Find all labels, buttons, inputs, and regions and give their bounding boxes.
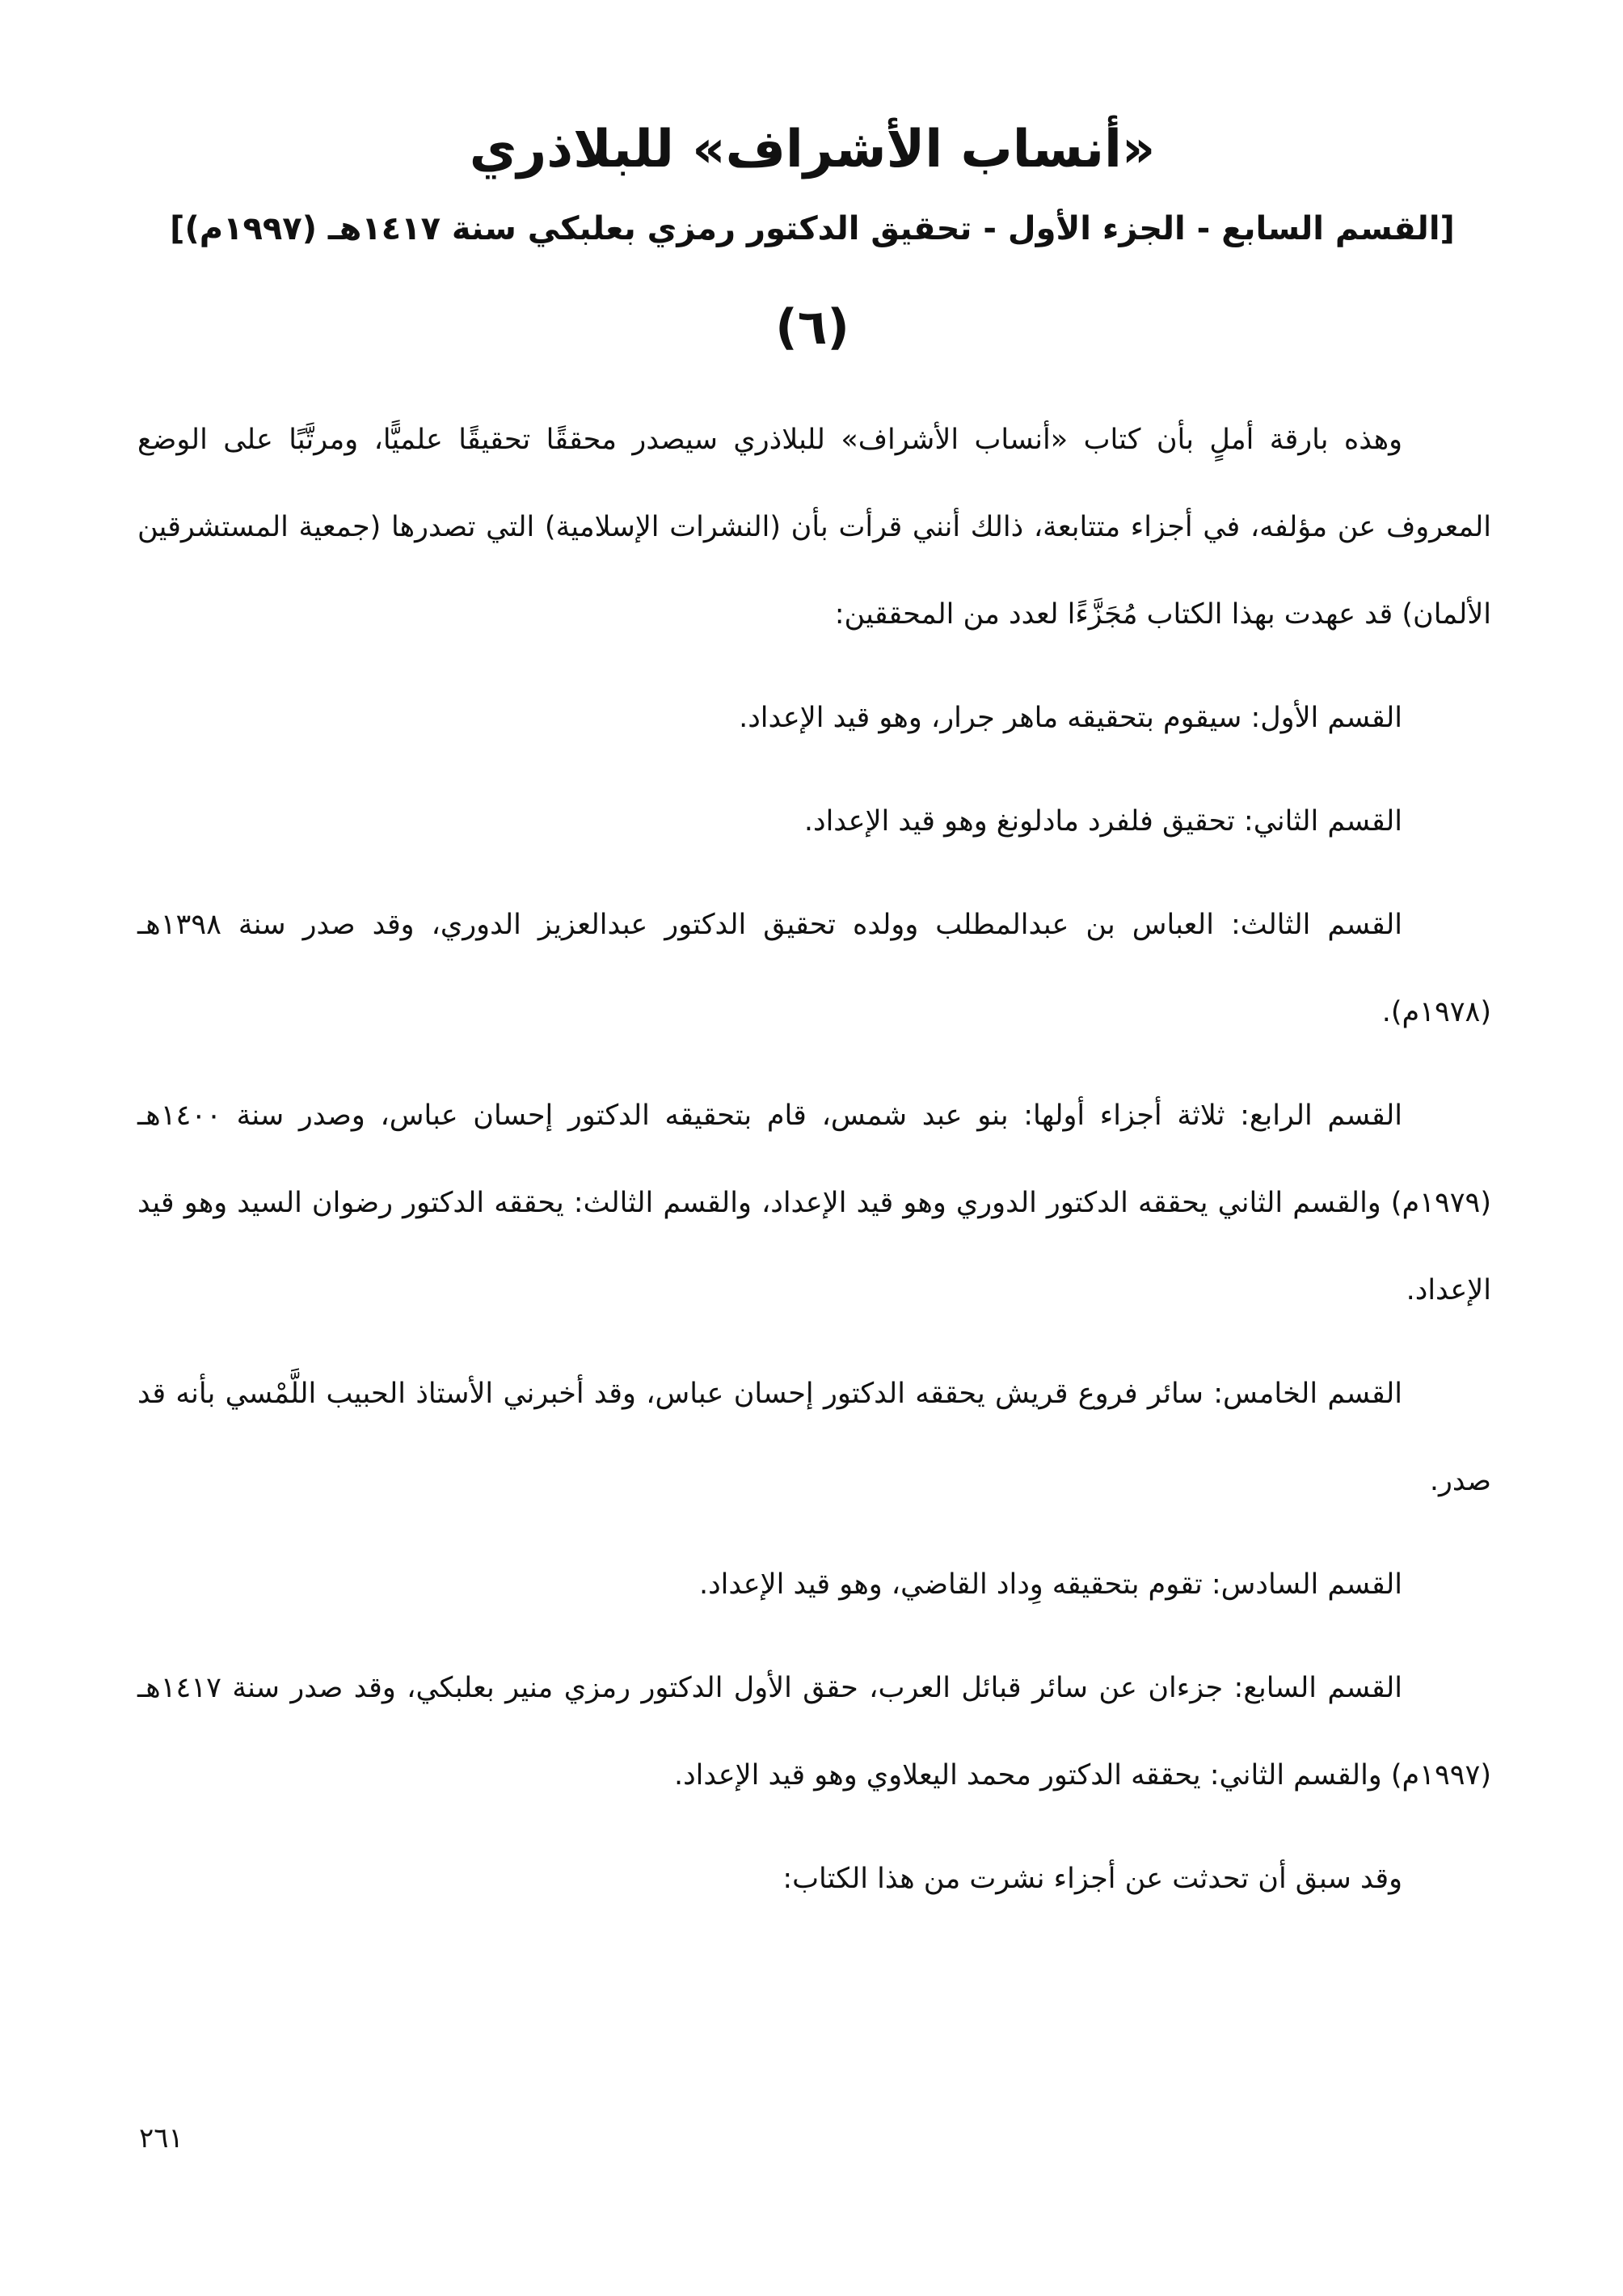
paragraph-part-4: القسم الرابع: ثلاثة أجزاء أولها: بنو عبد شمس، قام بتحقيقه الدكتور إحسان عباس، وصدر سنة ١٤٠٠هـ (١٩٧٩م) والقسم الثاني يحققه الدكتور الدوري وهو قيد الإعداد، والقسم الثالث: يحققه الدكتور رضوان السيد وهو قيد الإعداد.: [137, 1099, 1491, 1306]
closing-paragraph: وقد سبق أن تحدثت عن أجزاء نشرت من هذا الكتاب:: [782, 1863, 1402, 1895]
intro-paragraph: وهذه بارقة أملٍ بأن كتاب «أنساب الأشراف» للبلاذري سيصدر محققًا تحقيقًا علميًّا، ومرتَّبًا على الوضع المعروف عن مؤلفه، في أجزاء متتابعة، ذالك أنني قرأت بأن (النشرات الإسلامية) التي تصدرها (جمعية المستشرقين الألمان) قد عهدت بهذا الكتاب مُجَزَّءًا لعدد من المحققين:: [137, 424, 1491, 631]
paragraph-part-6: القسم السادس: تقوم بتحقيقه وِداد القاضي، وهو قيد الإعداد.: [698, 1568, 1402, 1601]
section-subtitle: [القسم السابع - الجزء الأول - تحقيق الدكتور رمزي بعلبكي سنة ١٤١٧هـ (١٩٩٧م)]: [170, 210, 1455, 247]
paragraph-part-1: القسم الأول: سيقوم بتحقيقه ماهر جرار، وهو قيد الإعداد.: [739, 702, 1402, 734]
body-text: [137, 396, 1491, 1939]
paragraph-part-2: القسم الثاني: تحقيق فلفرد مادلونغ وهو قيد الإعداد.: [803, 805, 1402, 838]
page-title: «أنساب الأشراف» للبلاذري: [469, 120, 1156, 179]
entry-number: (٦): [775, 299, 849, 356]
page-number: ٢٦١: [139, 2122, 183, 2155]
paragraph-part-3: القسم الثالث: العباس بن عبدالمطلب وولده تحقيق الدكتور عبدالعزيز الدوري، وقد صدر سنة ١٣٩٨هـ (١٩٧٨م).: [137, 909, 1491, 1028]
paragraph-part-5: القسم الخامس: سائر فروع قريش يحققه الدكتور إحسان عباس، وقد أخبرني الأستاذ الحبيب اللَّمْسي بأنه قد صدر.: [137, 1378, 1491, 1497]
paragraph-part-7: القسم السابع: جزءان عن سائر قبائل العرب، حقق الأول الدكتور رمزي منير بعلبكي، وقد صدر سنة ١٤١٧هـ (١٩٩٧م) والقسم الثاني: يحققه الدكتور محمد اليعلاوي وهو قيد الإعداد.: [137, 1672, 1491, 1792]
